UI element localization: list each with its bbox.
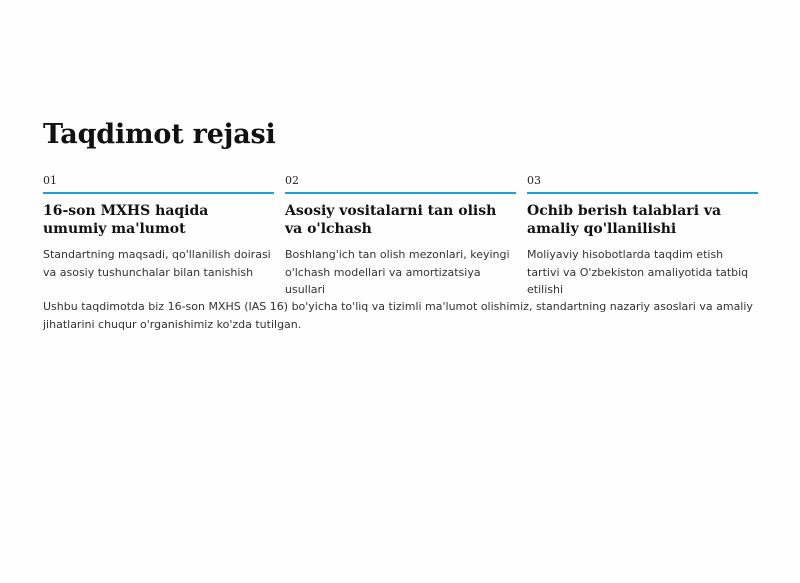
agenda-item-title: Asosiy vositalarni tan olish va o'lchash [285, 203, 497, 237]
page-title: Taqdimot rejasi [43, 119, 276, 150]
agenda-item-number: 01 [43, 174, 274, 194]
agenda-item-description: Boshlang'ich tan olish mezonlari, keyingi o'lchash modellari va amortizatsiya usullari [285, 248, 510, 296]
agenda-columns [43, 174, 757, 299]
summary-paragraph: Ushbu taqdimotda biz 16-son MXHS (IAS 16) bo'yicha to'liq va tizimli ma'lumot olishimiz, standartning nazariy asoslari va amaliy jihatlarini chuqur o'rganishimiz ko'zda tutilgan. [43, 300, 753, 331]
agenda-item-title: Ochib berish talablari va amaliy qo'llanilishi [527, 203, 722, 237]
agenda-item-number: 02 [285, 174, 516, 194]
agenda-item-number: 03 [527, 174, 758, 194]
agenda-item-2 [285, 174, 516, 299]
agenda-item-title: 16-son MXHS haqida umumiy ma'lumot [43, 203, 209, 237]
agenda-item-description: Standartning maqsadi, qo'llanilish doirasi va asosiy tushunchalar bilan tanishish [43, 248, 271, 279]
agenda-item-3 [527, 174, 758, 299]
agenda-item-description: Moliyaviy hisobotlarda taqdim etish tartivi va O'zbekiston amaliyotida tatbiq etilishi [527, 248, 749, 296]
agenda-item-1 [43, 174, 274, 299]
